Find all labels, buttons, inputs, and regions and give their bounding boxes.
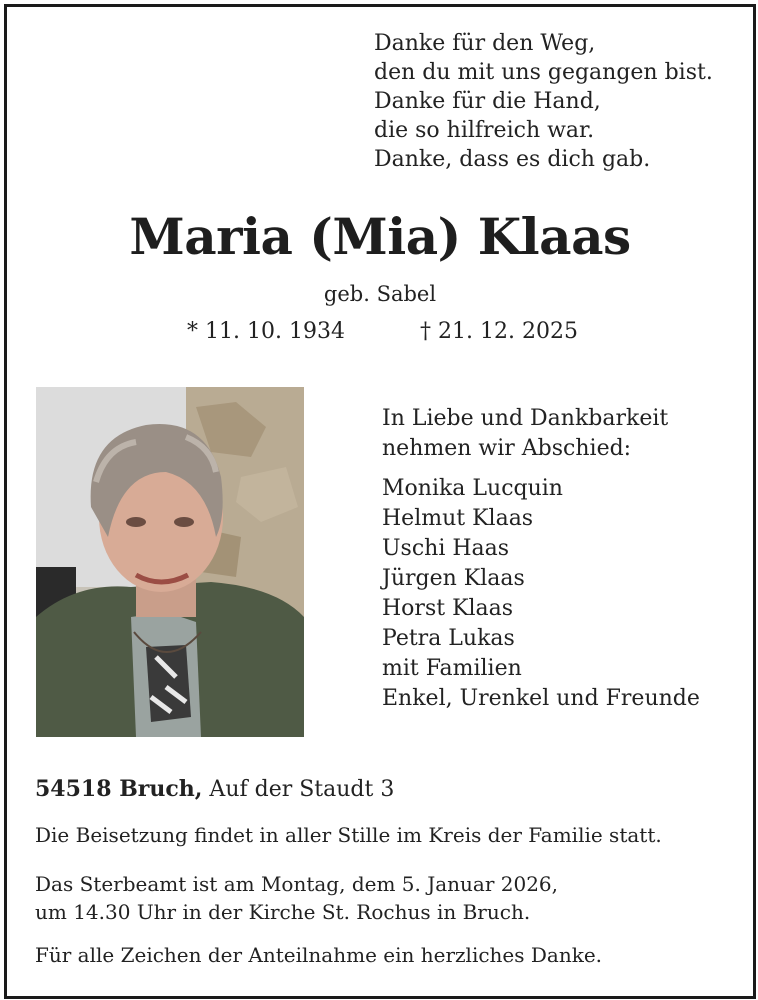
deceased-name: Maria (Mia) Klaas [129,207,631,266]
mourners-section [382,404,700,714]
mourners-intro [382,404,700,464]
mourner-name: Jürgen Klaas [382,566,525,591]
death-date: † 21. 12. 2025 [420,319,578,344]
poem-line: den du mit uns gegangen bist. [374,60,713,85]
portrait-photo [36,387,304,737]
poem-line: die so hilfreich war. [374,118,595,143]
obituary-notice [4,4,756,999]
poem-line: Danke für die Hand, [374,89,601,114]
mourner-name: Petra Lukas [382,626,515,651]
mass-line: um 14.30 Uhr in der Kirche St. Rochus in Bruch. [35,900,531,924]
poem-line: Danke für den Weg, [374,31,596,56]
mourner-name: mit Familien [382,656,522,681]
mass-line: Das Sterbeamt ist am Montag, dem 5. Januar 2026, [35,872,559,896]
closing-thanks: Für alle Zeichen der Anteilnahme ein herzliches Danke. [35,943,603,967]
memorial-poem [374,29,713,174]
mourner-name: Helmut Klaas [382,506,534,531]
address-city: 54518 Bruch, [35,776,203,802]
birth-date: * 11. 10. 1934 [187,319,345,344]
mourners-list [382,474,700,714]
mass-note [35,870,558,926]
maiden-name: geb. Sabel [323,282,437,306]
family-address [35,776,394,802]
intro-line: In Liebe und Dankbarkeit [382,406,669,431]
intro-line: nehmen wir Abschied: [382,436,632,461]
address-street: Auf der Staudt 3 [202,777,395,802]
mourner-name: Uschi Haas [382,536,510,561]
burial-note: Die Beisetzung findet in aller Stille im Kreis der Familie statt. [35,823,662,847]
mourner-name: Enkel, Urenkel und Freunde [382,686,700,711]
mourner-name: Monika Lucquin [382,476,563,501]
mourner-name: Horst Klaas [382,596,514,621]
poem-line: Danke, dass es dich gab. [374,147,651,172]
